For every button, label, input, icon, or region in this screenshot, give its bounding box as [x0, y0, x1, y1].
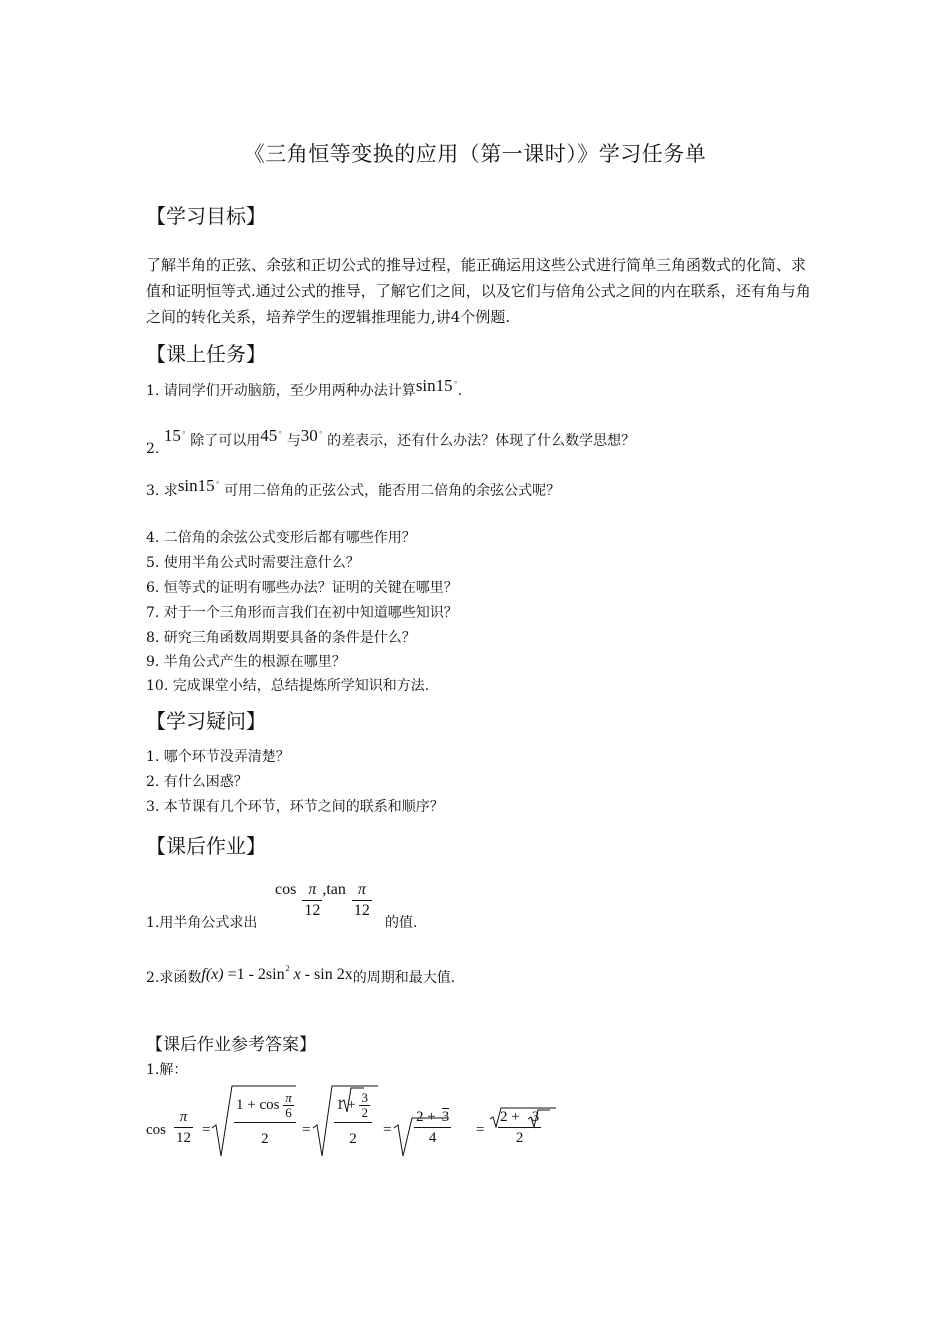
- cos-label: cos: [275, 881, 297, 899]
- task-item-5: 5. 使用半角公式时需要注意什么？: [146, 555, 360, 571]
- fraction-denominator: 2: [261, 1131, 269, 1147]
- answers-heading: 【课后作业参考答案】: [146, 1035, 316, 1055]
- f-symbol: f: [201, 966, 206, 983]
- solution-label: 1.解：: [146, 1062, 188, 1078]
- task-2-text-3: 的差表示，还有什么办法？体现了什么数学思想？: [327, 433, 636, 449]
- fraction-numerator: [334, 1088, 372, 1123]
- equals-sign: =: [202, 1122, 211, 1138]
- homework-item-2-suffix: 的周期和最大值.: [352, 970, 456, 986]
- fraction-denominator: 6: [285, 1105, 292, 1121]
- tasks-heading: 【课上任务】: [146, 342, 266, 366]
- task-item-4: 4. 二倍角的余弦公式变形后都有哪些作用？: [146, 530, 416, 546]
- fraction-numerator: 3: [361, 1090, 368, 1106]
- sqrt3-value: 3: [441, 1109, 450, 1125]
- task-item-10: 10. 完成课堂小结，总结提炼所学知识和方法.: [146, 678, 430, 694]
- fraction-denominator: 12: [176, 1130, 191, 1146]
- task-3-math: sin15: [177, 476, 215, 495]
- equals-sign: =: [383, 1122, 392, 1138]
- fraction-numerator: π: [302, 880, 322, 901]
- task-item-2: [146, 426, 636, 457]
- answer-formula: [146, 1080, 566, 1160]
- pi-over-12-fraction: [174, 1107, 193, 1148]
- tan-label: tan: [326, 881, 346, 899]
- equals-sign: =: [476, 1122, 485, 1138]
- task-item-1: [146, 376, 463, 400]
- homework-heading: 【课后作业】: [146, 834, 266, 858]
- equals-sign: =: [302, 1122, 311, 1138]
- fraction-denominator: 4: [428, 1130, 437, 1146]
- expr-part-1: =1 - 2sin: [223, 966, 285, 983]
- fraction-denominator: 2: [349, 1131, 357, 1147]
- x-var: x: [289, 966, 301, 983]
- half-angle-fraction: [234, 1088, 296, 1155]
- task-3-prefix: 3. 求: [146, 483, 178, 499]
- question-item-1: 1. 哪个环节没弄清楚？: [146, 749, 290, 765]
- task-2-angle-30: 30: [300, 426, 318, 445]
- pi-over-12-fraction: [352, 880, 372, 921]
- degree-mark: °: [215, 480, 220, 489]
- task-2-angle-15: 15: [163, 426, 181, 445]
- task-item-7: 7. 对于一个三角形而言我们在初中知道哪些知识？: [146, 605, 458, 621]
- homework-item-2-prefix: 2.求函数: [146, 970, 202, 986]
- objectives-text: 了解半角的正弦、余弦和正切公式的推导过程，能正确运用这些公式进行简单三角函数式的化简、求值和证明恒等式.通过公式的推导，了解它们之间，以及它们与倍角公式之间的内在联系，还有角与角之间的转化关系，培养学生的逻辑推理能力,讲4个例题.: [146, 256, 811, 326]
- fraction-denominator: 12: [304, 902, 321, 919]
- degree-mark: °: [181, 430, 186, 439]
- page-title: 《三角恒等变换的应用（第一课时）》学习任务单: [243, 142, 707, 166]
- question-item-3: 3. 本节课有几个环节，环节之间的联系和顺序？: [146, 799, 444, 815]
- two-plus-sqrt3-over-4-fraction: [414, 1107, 451, 1148]
- homework-item-1-text: 1.用半角公式求出: [146, 915, 258, 931]
- sqrt3-over-2-fraction: [359, 1091, 370, 1120]
- degree-mark: °: [278, 430, 283, 439]
- task-1-text: 1. 请同学们开动脑筋，至少用两种办法计算: [146, 383, 416, 399]
- task-2-angle-45: 45: [260, 426, 278, 445]
- degree-mark: °: [318, 430, 323, 439]
- fraction-numerator: π: [352, 880, 372, 901]
- cos-label: cos: [146, 1122, 166, 1138]
- homework-item-2: [146, 964, 456, 987]
- one-plus: 1 +: [336, 1097, 356, 1113]
- task-3-suffix: 可用二倍角的正弦公式，能否用二倍角的余弦公式呢？: [224, 483, 561, 499]
- fraction-numerator: π: [285, 1090, 292, 1106]
- two-plus: 2 +: [416, 1109, 436, 1125]
- task-2-text-2: 与: [286, 433, 301, 449]
- sqrt3-value: 3: [531, 1109, 540, 1125]
- questions-heading: 【学习疑问】: [146, 709, 266, 733]
- question-item-2: 2. 有什么困惑？: [146, 774, 248, 790]
- task-item-3: [146, 476, 561, 500]
- task-2-number: 2.: [146, 441, 160, 457]
- task-1-math: sin15: [415, 376, 453, 395]
- homework-item-1-formula: [275, 880, 372, 921]
- fraction-numerator: [414, 1107, 451, 1128]
- nested-fraction: [334, 1088, 372, 1155]
- homework-item-1-suffix: 的值.: [385, 915, 418, 931]
- comma: ,: [322, 881, 327, 899]
- x-arg: (x): [205, 966, 224, 983]
- fraction-numerator: [234, 1088, 296, 1123]
- task-item-8: 8. 研究三角函数周期要具备的条件是什么？: [146, 630, 416, 646]
- task-item-6: 6. 恒等式的证明有哪些办法？证明的关键在哪里？: [146, 580, 458, 596]
- two-plus: 2 +: [500, 1109, 520, 1125]
- objectives-heading: 【学习目标】: [146, 204, 266, 228]
- degree-mark: °: [453, 380, 458, 389]
- task-1-suffix: .: [457, 383, 463, 399]
- fraction-denominator: 12: [353, 902, 370, 919]
- one-plus-cos: 1 + cos: [236, 1097, 280, 1113]
- final-fraction: [498, 1107, 541, 1148]
- pi-over-12-fraction: [302, 880, 322, 921]
- fraction-denominator: 2: [515, 1130, 524, 1146]
- fraction-numerator: [498, 1107, 541, 1128]
- task-2-text-1: 除了可以用: [190, 433, 261, 449]
- square-exponent: 2: [285, 964, 290, 973]
- expr-part-2: - sin 2x: [300, 966, 353, 983]
- function-expression: [201, 966, 352, 983]
- fraction-numerator: π: [174, 1107, 193, 1128]
- task-item-9: 9. 半角公式产生的根源在哪里？: [146, 654, 346, 670]
- fraction-denominator: 2: [361, 1105, 368, 1121]
- pi-over-6-fraction: [283, 1091, 294, 1120]
